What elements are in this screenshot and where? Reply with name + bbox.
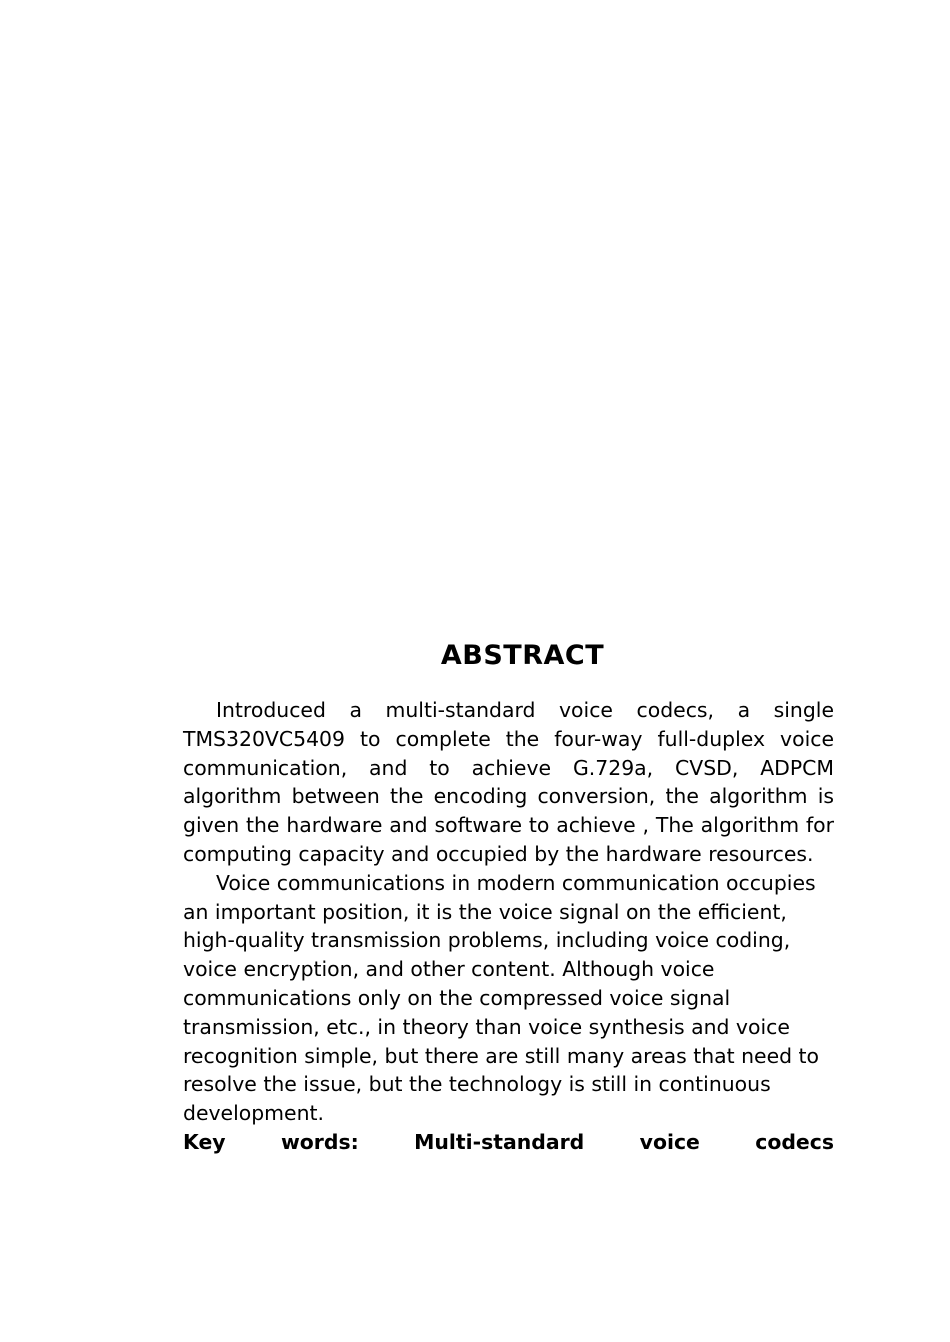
- abstract-section: [183, 638, 834, 1157]
- keywords-line: Key words: Multi-standard voice codecs: [183, 1129, 834, 1154]
- abstract-paragraph-1: Introduced a multi-standard voice codecs, a single TMS320VC5409 to complete the four-way full-duplex voice communication, and to achieve G.729a, CVSD, ADPCM algorithm between the encoding conversion, the algorithm is given the hardware and software to achieve , The algorithm for computing capacity and occupied by the hardware resources.: [183, 698, 834, 866]
- abstract-title: ABSTRACT: [440, 640, 605, 671]
- abstract-paragraph-2: Voice communications in modern communication occupies an important position, it is the voice signal on the efficient, high-quality transmission problems, including voice coding, voice encryption, and other content. Although voice communications only on the compressed voice signal transmission, etc., in theory than voice synthesis and voice recognition simple, but there are still many areas that need to resolve the issue, but the technology is still in continuous development.: [183, 870, 820, 1126]
